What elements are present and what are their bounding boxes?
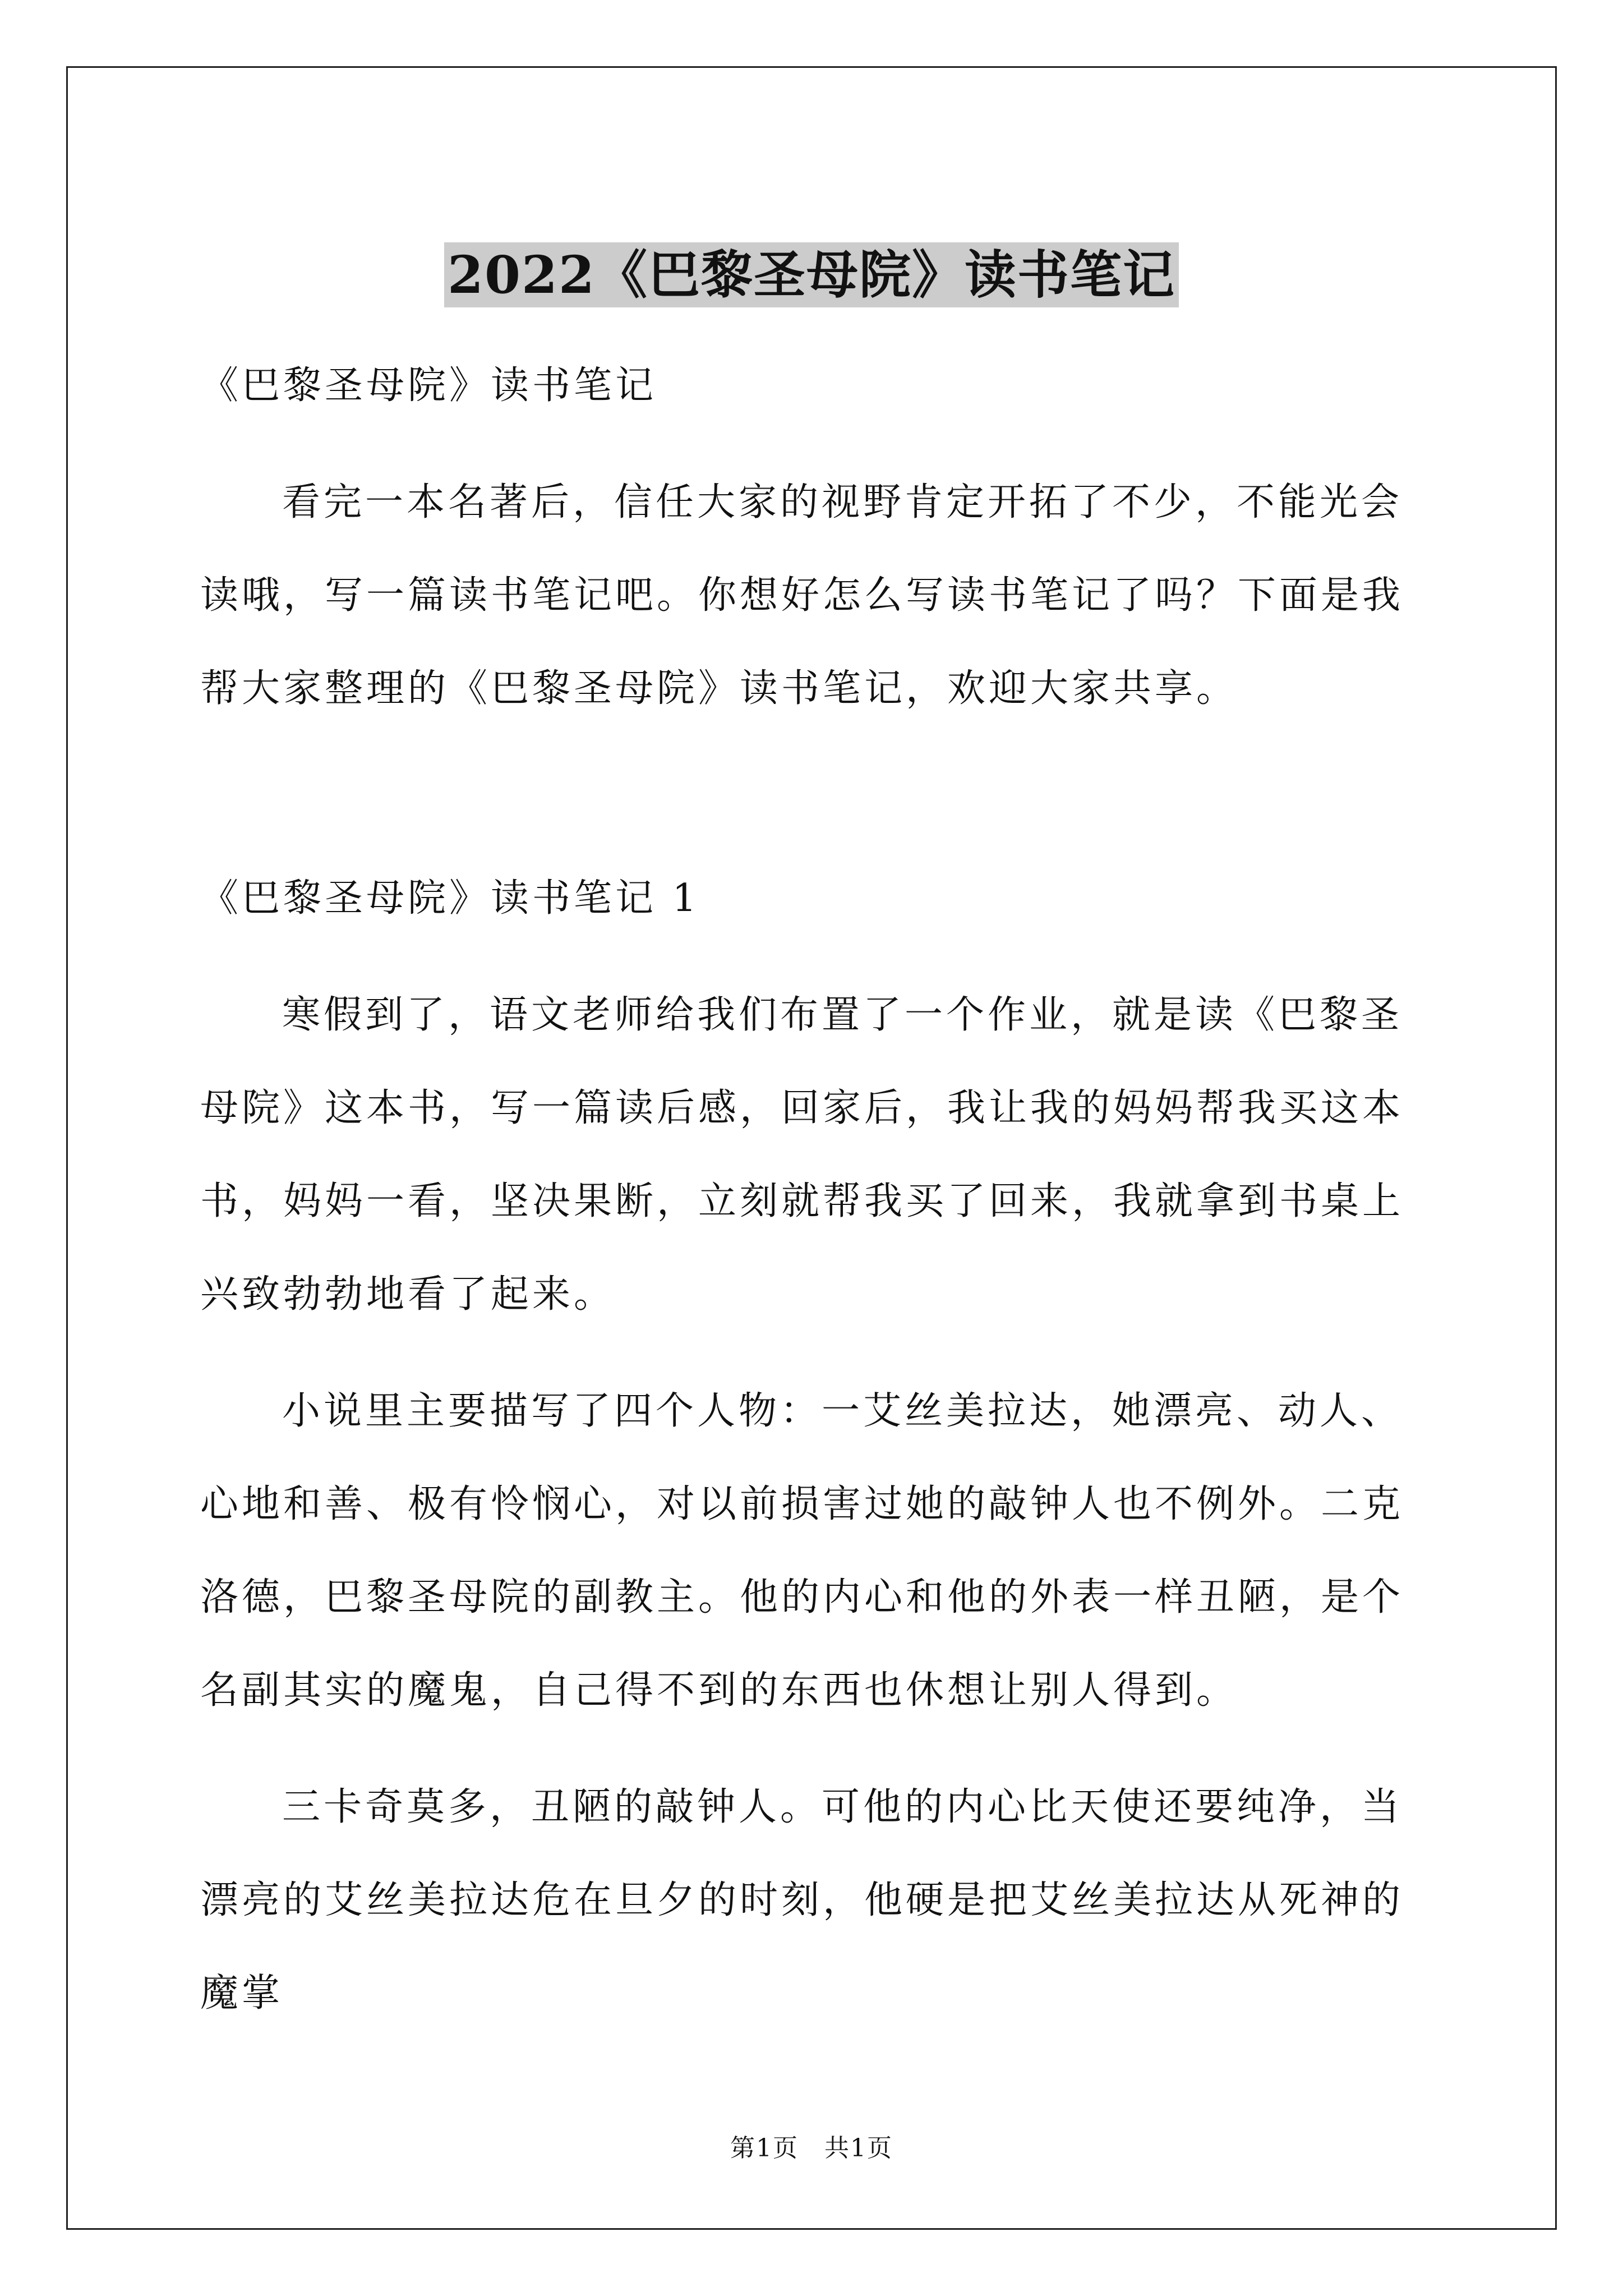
document-title [0, 236, 1623, 314]
note-1-paragraph-2: 小说里主要描写了四个人物：一艾丝美拉达，她漂亮、动人、心地和善、极有怜悯心，对以前损害过她的敲钟人也不例外。二克洛德，巴黎圣母院的副教主。他的内心和他的外表一样丑陋，是个名副其实的魔鬼，自己得不到的东西也休想让别人得到。 [200, 1389, 1404, 1713]
section-spacer [200, 759, 1434, 852]
page-number-footer: 第1页 共1页 [730, 2134, 893, 2162]
document-title-text: 2022《巴黎圣母院》读书笔记 [444, 242, 1179, 307]
note-1-paragraph-3: 三卡奇莫多，丑陋的敲钟人。可他的内心比天使还要纯净，当漂亮的艾丝美拉达危在旦夕的时刻，他硬是把艾丝美拉达从死神的魔掌 [200, 1785, 1404, 2016]
document-body [200, 339, 1434, 2064]
section-heading-intro: 《巴黎圣母院》读书笔记 [200, 364, 657, 408]
section-heading-note-1: 《巴黎圣母院》读书笔记 1 [200, 876, 700, 921]
note-1-paragraph-1: 寒假到了，语文老师给我们布置了一个作业，就是读《巴黎圣母院》这本书，写一篇读后感，回家后，我让我的妈妈帮我买这本书，妈妈一看，坚决果断，立刻就帮我买了回来，我就拿到书桌上兴致勃勃地看了起来。 [200, 993, 1404, 1317]
intro-paragraph: 看完一本名著后，信任大家的视野肯定开拓了不少，不能光会读哦，写一篇读书笔记吧。你想好怎么写读书笔记了吗？下面是我帮大家整理的《巴黎圣母院》读书笔记，欢迎大家共享。 [200, 480, 1404, 711]
